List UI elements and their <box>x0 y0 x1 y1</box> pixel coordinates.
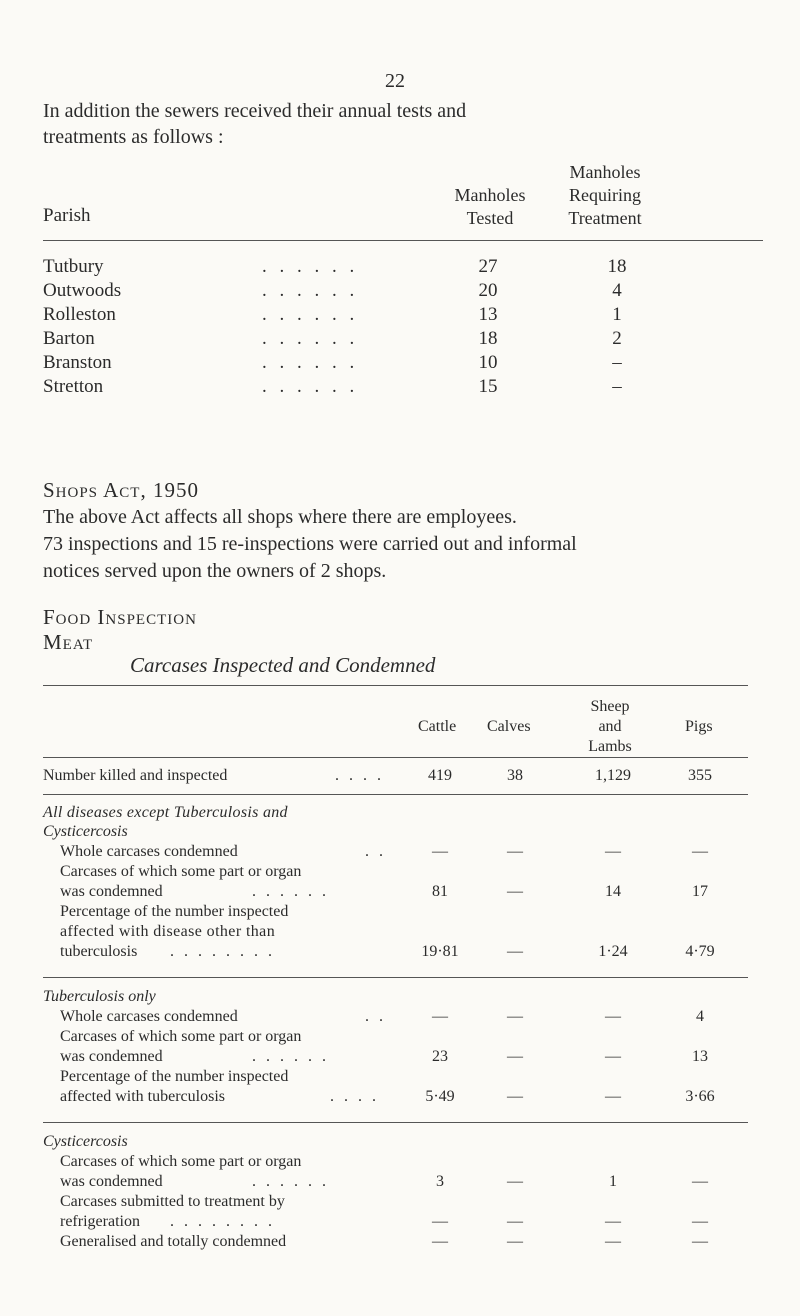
part-condemned-label: Carcases of which some part or organ <box>60 1028 302 1045</box>
col-calves-header: Calves <box>487 718 531 735</box>
refrigeration-label: Carcases submitted to treatment by <box>60 1193 285 1210</box>
manholes-requiring: 4 <box>612 280 622 301</box>
all-diseases-title-2: Cysticercosis <box>43 823 128 840</box>
manholes-header-rule <box>43 240 763 241</box>
food-inspection-heading: Food Inspection <box>43 605 197 629</box>
pigs-value: — <box>692 843 708 860</box>
manholes-requiring: 1 <box>612 304 622 325</box>
sheep-value: 1,129 <box>595 767 631 784</box>
leader-dots: . . . . . . <box>262 256 359 277</box>
part-condemned-label: Carcases of which some part or organ <box>60 1153 302 1170</box>
part-condemned-label-2: was condemned <box>60 1048 163 1065</box>
pigs-value: 4·79 <box>685 943 715 960</box>
manholes-requiring: – <box>612 352 622 373</box>
pct-label-3: tuberculosis <box>60 943 138 960</box>
cattle-value: 3 <box>436 1173 444 1190</box>
leader-dots: . . . . . . <box>262 352 359 373</box>
carcase-header-rule <box>43 757 748 758</box>
pct-label: Percentage of the number inspected <box>60 1068 289 1085</box>
intro-line-1: In addition the sewers received their annual tests and <box>43 100 467 122</box>
col-pigs-header: Pigs <box>685 718 713 735</box>
calves-value: — <box>507 1213 523 1230</box>
pct-label-2: affected with tuberculosis <box>60 1088 225 1105</box>
cattle-value: — <box>432 1008 448 1025</box>
leader-dots: . . . . . . <box>262 376 359 397</box>
shops-act-heading: Shops Act, 1950 <box>43 478 199 502</box>
calves-value: — <box>507 883 523 900</box>
parish-name: Stretton <box>43 376 104 397</box>
shops-line-3: notices served upon the owners of 2 shops. <box>43 560 387 582</box>
pct-label-2: affected with disease other than <box>60 923 276 940</box>
calves-value: — <box>507 1088 523 1105</box>
pigs-value: — <box>692 1213 708 1230</box>
part-condemned-label: Carcases of which some part or organ <box>60 863 302 880</box>
whole-condemned-label: Whole carcases condemned <box>60 1008 238 1025</box>
number-killed-label: Number killed and inspected <box>43 767 228 784</box>
pigs-value: — <box>692 1173 708 1190</box>
cattle-value: 23 <box>432 1048 448 1065</box>
leader-dots: . . . . . . <box>262 328 359 349</box>
manholes-tested: 10 <box>478 352 498 373</box>
sheep-value: — <box>605 1048 621 1065</box>
leader-dots: . . . . . . <box>252 1173 329 1190</box>
sheep-value: — <box>605 1213 621 1230</box>
parish-name: Outwoods <box>43 280 122 301</box>
calves-value: — <box>507 1173 523 1190</box>
cattle-value: 5·49 <box>425 1088 455 1105</box>
section-rule <box>43 977 748 978</box>
intro-line-2: treatments as follows : <box>43 126 224 148</box>
calves-value: — <box>507 943 523 960</box>
carcase-table-top-rule <box>43 685 748 686</box>
col-sheep-header: Sheep and Lambs <box>588 698 632 755</box>
pigs-value: 3·66 <box>685 1088 715 1105</box>
leader-dots: . . . . . . <box>262 304 359 325</box>
generalised-label: Generalised and totally condemned <box>60 1233 287 1250</box>
cattle-value: 419 <box>428 767 452 784</box>
leader-dots: . . . . . . <box>252 883 329 900</box>
parish-name: Tutbury <box>43 256 104 277</box>
pigs-value: — <box>692 1233 708 1250</box>
sheep-value: 14 <box>605 883 621 900</box>
leader-dots: . . . . . . <box>252 1048 329 1065</box>
parish-name: Branston <box>43 352 112 373</box>
col-requiring-header: Manholes Requiring Treatment <box>568 162 642 228</box>
cattle-value: 19·81 <box>421 943 459 960</box>
cattle-value: 81 <box>432 883 448 900</box>
parish-name: Rolleston <box>43 304 116 325</box>
cattle-value: — <box>432 843 448 860</box>
manholes-tested: 15 <box>478 376 498 397</box>
meat-subheading: Meat <box>43 630 94 654</box>
leader-dots: . . . . . . <box>262 280 359 301</box>
shops-line-1: The above Act affects all shops where there are employees. <box>43 506 517 528</box>
manholes-tested: 13 <box>478 304 498 325</box>
manholes-tested: 20 <box>478 280 498 301</box>
pigs-value: 4 <box>696 1008 704 1025</box>
col-tested-header: Manholes Tested <box>454 185 526 228</box>
leader-dots: . . . . . . . . <box>170 1213 275 1230</box>
calves-value: 38 <box>507 767 523 784</box>
leader-dots: . . . . <box>330 1088 379 1105</box>
carcases-table-title: Carcases Inspected and Condemned <box>130 653 436 677</box>
cysticercosis-title: Cysticercosis <box>43 1133 128 1150</box>
parish-name: Barton <box>43 328 95 349</box>
col-parish-header: Parish <box>43 205 91 226</box>
leader-dots: . . <box>365 843 386 860</box>
part-condemned-label-2: was condemned <box>60 883 163 900</box>
calves-value: — <box>507 843 523 860</box>
manholes-requiring: 2 <box>612 328 622 349</box>
pigs-value: 355 <box>688 767 712 784</box>
calves-value: — <box>507 1048 523 1065</box>
calves-value: — <box>507 1233 523 1250</box>
manholes-tested: 18 <box>478 328 498 349</box>
shops-line-2: 73 inspections and 15 re-inspections were carried out and informal <box>43 533 577 555</box>
sheep-value: 1·24 <box>598 943 628 960</box>
pct-label: Percentage of the number inspected <box>60 903 289 920</box>
section-rule <box>43 1122 748 1123</box>
calves-value: — <box>507 1008 523 1025</box>
tb-title: Tuberculosis only <box>43 988 156 1005</box>
sheep-value: — <box>605 1233 621 1250</box>
sheep-value: — <box>605 843 621 860</box>
manholes-requiring: – <box>612 376 622 397</box>
refrigeration-label-2: refrigeration <box>60 1213 140 1230</box>
cattle-value: — <box>432 1233 448 1250</box>
leader-dots: . . . . . . . . <box>170 943 275 960</box>
leader-dots: . . <box>365 1008 386 1025</box>
col-cattle-header: Cattle <box>418 718 457 735</box>
whole-condemned-label: Whole carcases condemned <box>60 843 238 860</box>
cattle-value: — <box>432 1213 448 1230</box>
part-condemned-label-2: was condemned <box>60 1173 163 1190</box>
sheep-value: — <box>605 1088 621 1105</box>
sheep-value: 1 <box>609 1173 617 1190</box>
sheep-value: — <box>605 1008 621 1025</box>
page-number: 22 <box>385 70 405 92</box>
leader-dots: . . . . <box>335 767 384 784</box>
pigs-value: 17 <box>692 883 708 900</box>
manholes-requiring: 18 <box>607 256 627 277</box>
pigs-value: 13 <box>692 1048 708 1065</box>
section-rule <box>43 794 748 795</box>
manholes-tested: 27 <box>478 256 498 277</box>
all-diseases-title: All diseases except Tuberculosis and <box>43 804 288 821</box>
